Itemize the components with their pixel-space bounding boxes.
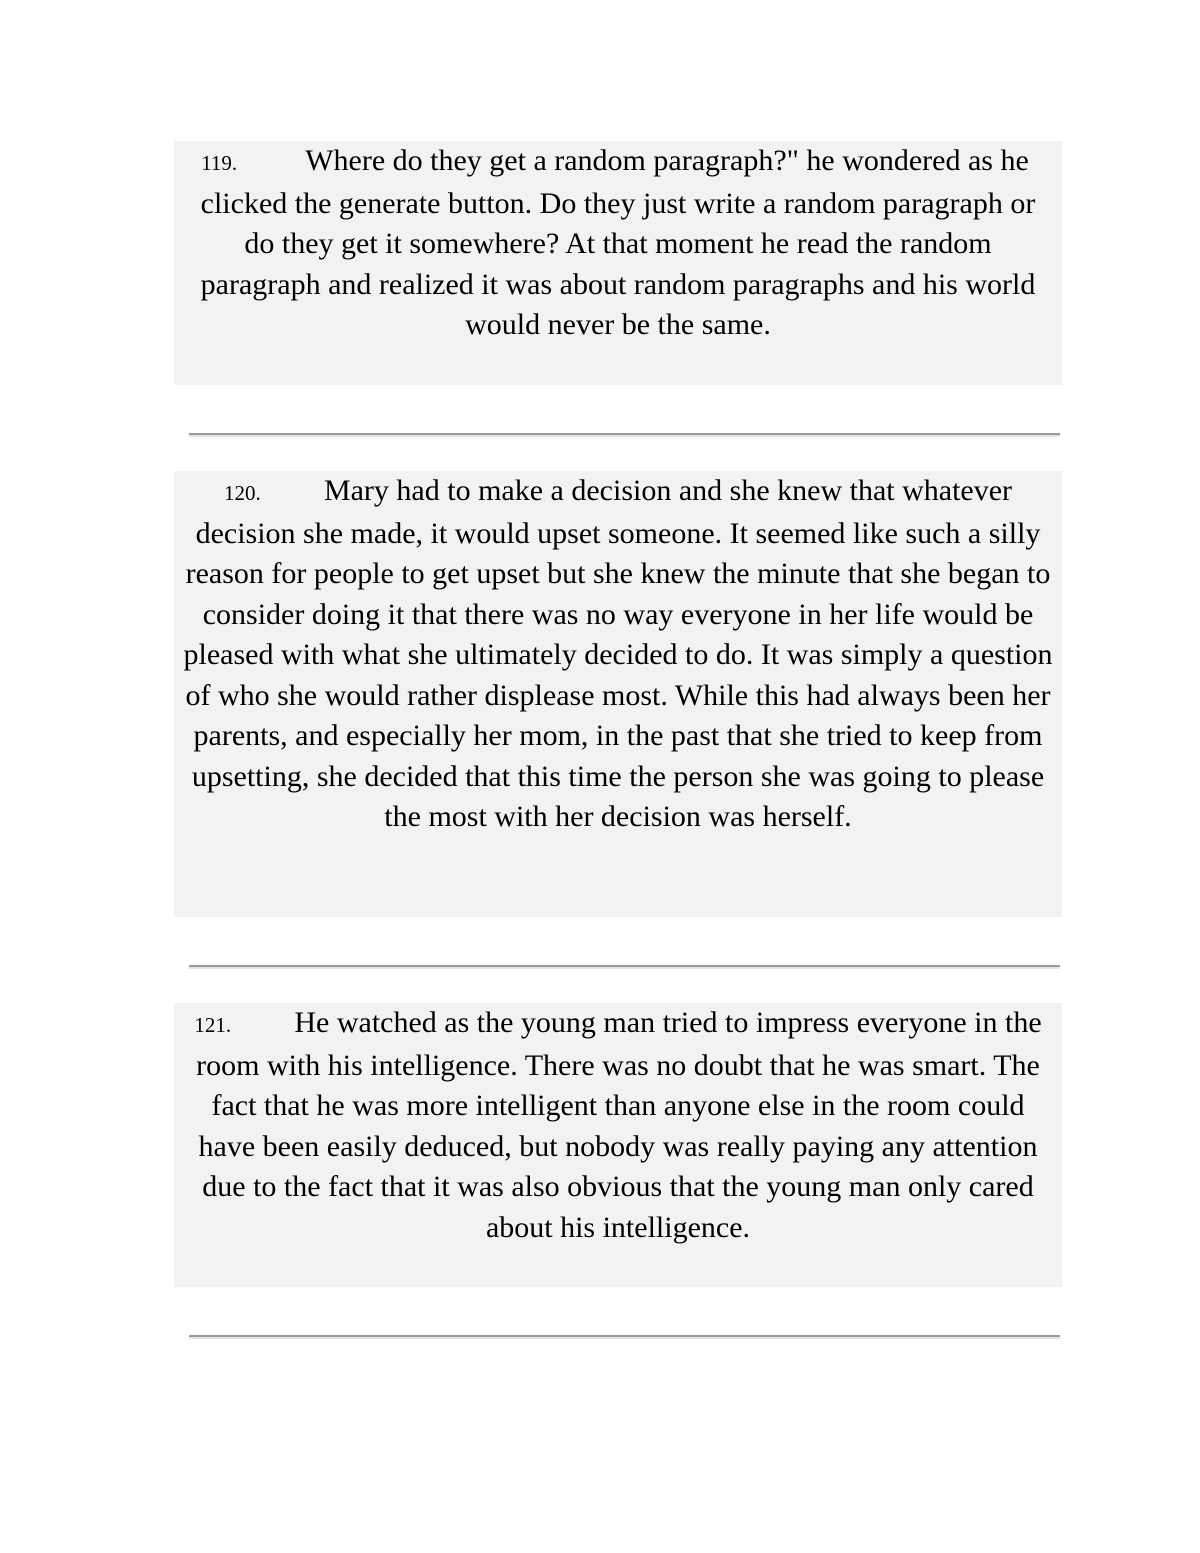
horizontal-divider bbox=[189, 965, 1060, 969]
entry-text: Where do they get a random paragraph?" he wondered as he clicked the generate button. Do they just write a random paragraph or do they get it somewhere? At that moment he read the random paragraph and realized it was about random paragraphs and his world would never be the same. bbox=[200, 144, 1036, 341]
paragraph-entry bbox=[174, 471, 1062, 917]
horizontal-divider bbox=[189, 1335, 1060, 1339]
paragraph-entry bbox=[174, 141, 1062, 385]
horizontal-divider bbox=[189, 433, 1060, 437]
paragraph-entry bbox=[174, 1003, 1062, 1287]
entry-text: He watched as the young man tried to impress everyone in the room with his intelligence. There was no doubt that he was smart. The fact that he was more intelligent than anyone else in the room could have been easily deduced, but nobody was really paying any attention due to the fact that it was also obvious that the young man only cared about his intelligence. bbox=[196, 1006, 1042, 1244]
entry-number: 119. bbox=[201, 151, 238, 175]
entry-number: 120. bbox=[223, 481, 261, 505]
entry-number: 121. bbox=[194, 1013, 232, 1037]
entry-text: Mary had to make a decision and she knew that whatever decision she made, it would upset someone. It seemed like such a silly reason for people to get upset but she knew the minute that she began to consider doing it that there was no way everyone in her life would be pleased with what she ultimately decided to do. It was simply a question of who she would rather displease most. While this had always been her parents, and especially her mom, in the past that she tried to keep from upsetting, she decided that this time the person she was going to please the most with her decision was herself. bbox=[183, 474, 1053, 833]
